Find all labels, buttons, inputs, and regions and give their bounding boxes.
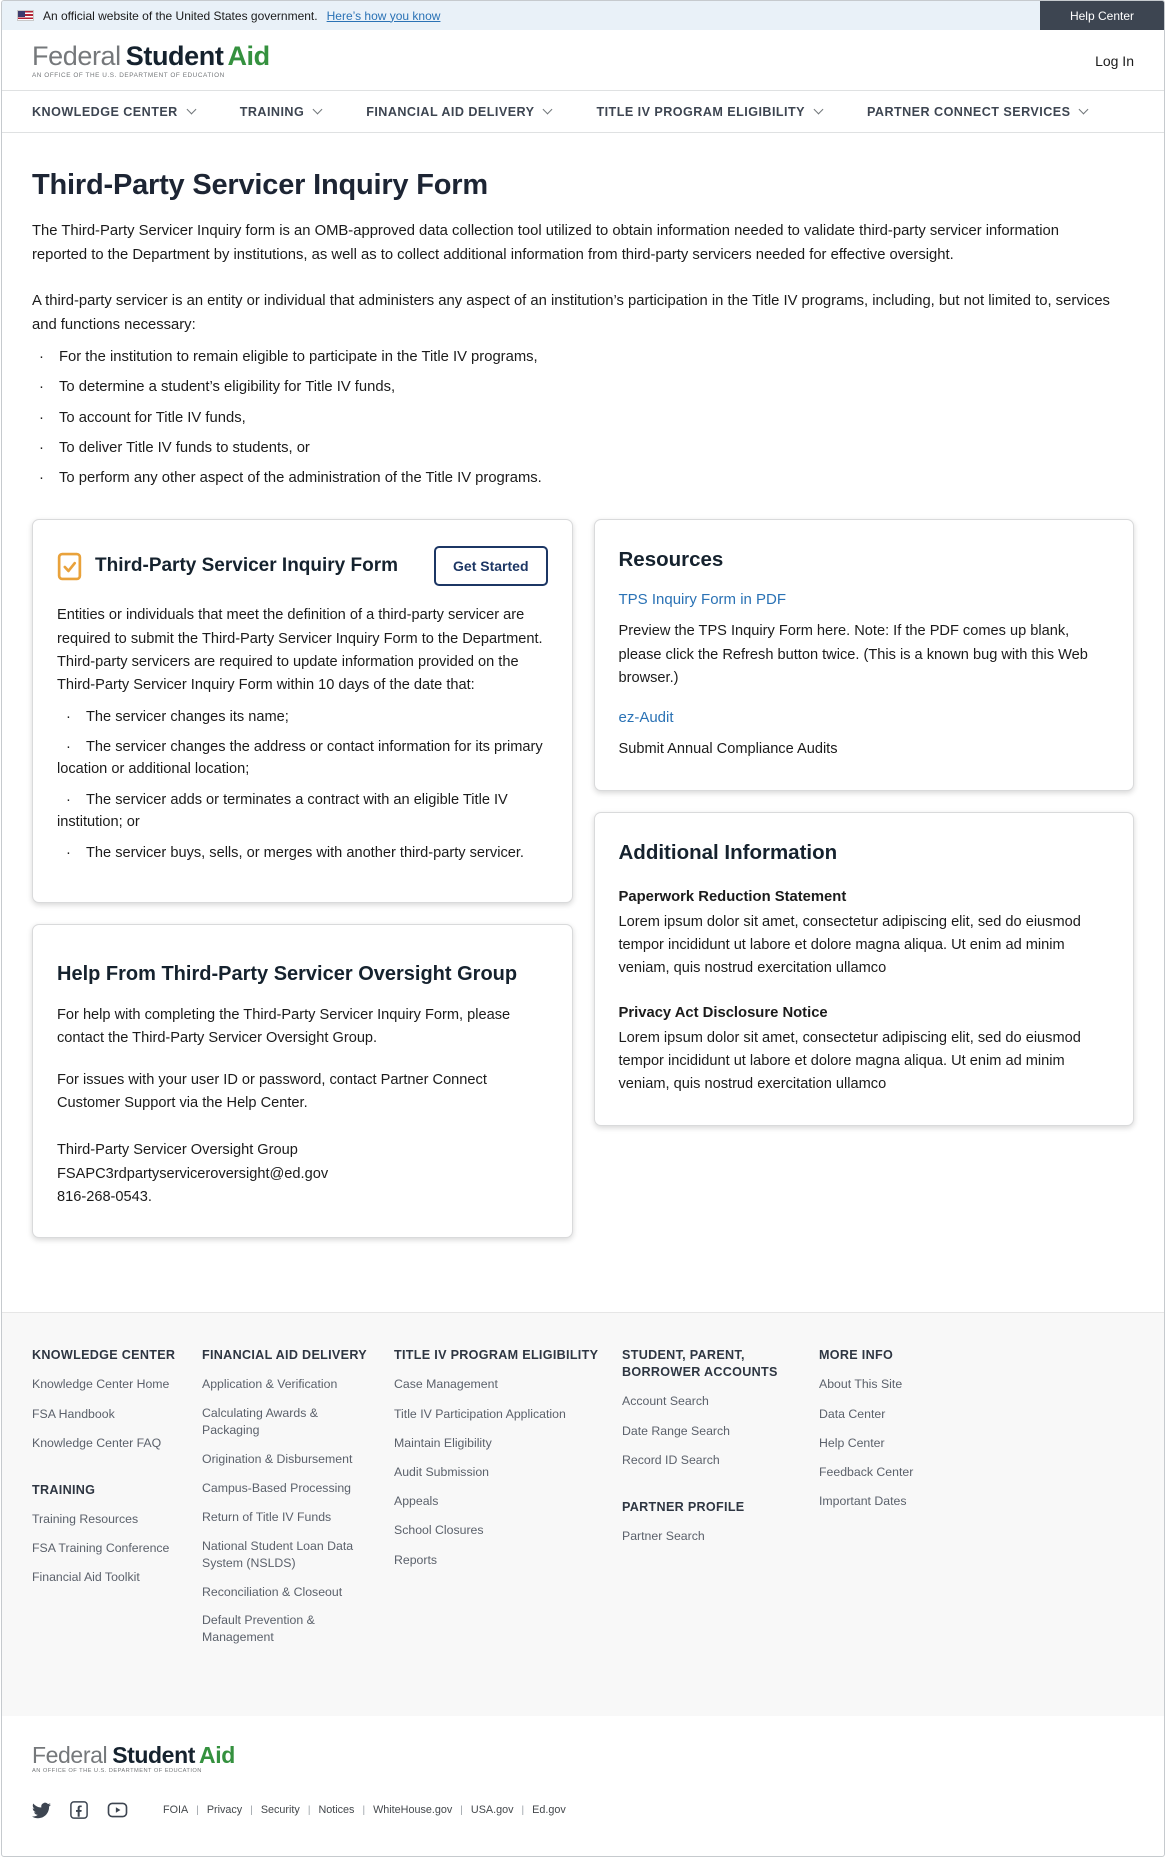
footer-list-item [202,1508,374,1526]
bullet-dot: · [66,739,71,756]
footer-list-item [32,1510,182,1528]
gov-banner [2,1,1164,30]
left-column [32,519,573,1238]
chevron-down-icon [186,105,196,115]
footer-heading: STUDENT, PARENT, BORROWER ACCOUNTS [622,1348,778,1380]
intro-paragraph-2: A third-party servicer is an entity or individual that administers any aspect of an institution’s participation in the Title IV programs, including, but not limited to, services and functions necessary: [32,293,1110,334]
footer-list-item [622,1392,799,1410]
bullet-dot: · [39,409,44,426]
privacy-act-body: Lorem ipsum dolor sit amet, consectetur adipiscing elit, sed do eiusmod tempor incididunt ut labore et dolore magna aliqua. Ut enim ad minim veniam, quis nostrud exercitation ullamco [618,1029,1081,1093]
footer-link[interactable]: FSA Handbook [32,1406,115,1421]
bullet-dot: · [39,470,44,487]
footer-link[interactable]: Data Center [819,1406,886,1421]
bottom-bar [2,1716,1164,1856]
footer-list-item [202,1538,374,1572]
footer-column-financial-aid-delivery [202,1347,394,1657]
footer-link[interactable]: Appeals [394,1494,439,1509]
footer-list-item [394,1551,602,1569]
page [1,0,1165,1857]
logo-tagline: AN OFFICE OF THE U.S. DEPARTMENT OF EDUCATION [32,72,225,79]
nav-item-label: KNOWLEDGE CENTER [32,104,178,119]
bullet-item [32,407,1134,429]
youtube-icon[interactable] [107,1801,128,1819]
footer-link-list [394,1375,602,1568]
bullet-text: For the institution to remain eligible to participate in the Title IV programs, [59,349,538,366]
footer-link-list [202,1375,374,1646]
ez-audit-description: Submit Annual Compliance Audits [618,741,838,758]
additional-info-title: Additional Information [618,840,838,864]
footer-heading: PARTNER PROFILE [622,1499,745,1514]
footer-list-item [394,1521,602,1539]
inquiry-card-bullet-list [57,707,548,865]
privacy-act-heading: Privacy Act Disclosure Notice [618,1004,828,1021]
footer-list-item [32,1375,182,1393]
fsa-logo[interactable] [32,43,270,79]
nav-item-label: TRAINING [239,104,305,119]
footer-link-list [622,1392,799,1469]
footer-column-title-iv [394,1347,622,1657]
footer-list-item [819,1463,959,1481]
legal-link[interactable]: | Ed.gov [532,1804,566,1817]
legal-list-item [242,1804,300,1816]
footer-list-item [819,1434,959,1452]
footer-heading: MORE INFO [819,1348,894,1363]
legal-link[interactable]: | Notices [318,1804,355,1817]
nav-item[interactable] [32,105,195,119]
footer-list-item [622,1527,799,1545]
definition-bullet-list [32,346,1134,489]
footer-link[interactable]: Financial Aid Toolkit [32,1570,140,1585]
legal-list-item [188,1804,242,1816]
nav-item-label: PARTNER CONNECT SERVICES [866,104,1071,119]
logo-student: Student [112,1741,195,1768]
legal-link-list [163,1804,566,1816]
logo-aid: Aid [199,1741,235,1768]
footer-list-item [202,1479,374,1497]
footer-link-list [32,1375,182,1452]
help-center-topbar-link[interactable]: Help Center [1040,1,1164,30]
footer-heading: FINANCIAL AID DELIVERY [202,1348,367,1363]
footer-link[interactable]: Campus-Based Processing [202,1481,351,1496]
footer-column-knowledge-center [32,1347,202,1657]
logo-federal: Federal [32,41,121,71]
inquiry-card-body: Entities or individuals that meet the definition of a third-party servicer are required to submit the Third-Party Servicer Inquiry Form to the Department. Third-party servicers are required to update information provided on the Third-Party Servicer Inquiry Form within 10 days of the date that: [57,607,543,694]
footer-link[interactable]: Important Dates [819,1494,907,1509]
help-card [32,924,573,1238]
footer-link[interactable]: Default Prevention & Management [202,1613,315,1645]
footer-link[interactable]: Date Range Search [622,1423,731,1438]
footer-list-item [32,1539,182,1557]
fsa-logo-footer[interactable] [32,1741,235,1775]
footer-link[interactable]: Title IV Participation Application [394,1406,566,1421]
document-check-icon [57,552,82,581]
footer-heading: KNOWLEDGE CENTER [32,1348,176,1363]
footer-link[interactable]: Application & Verification [202,1377,338,1392]
footer-link[interactable]: Training Resources [32,1511,139,1526]
twitter-icon[interactable] [32,1801,51,1820]
footer-list-item [394,1375,602,1393]
bullet-text: To perform any other aspect of the administration of the Title IV programs. [59,470,542,487]
main-nav [2,90,1164,133]
footer-link[interactable]: Knowledge Center Home [32,1377,170,1392]
site-footer [2,1312,1164,1715]
content-columns [32,519,1134,1238]
footer-link[interactable]: Record ID Search [622,1452,720,1467]
bullet-item [57,707,548,729]
footer-heading: TITLE IV PROGRAM ELIGIBILITY [394,1348,599,1363]
footer-link[interactable]: Audit Submission [394,1464,490,1479]
site-header [2,30,1164,90]
help-card-title: Help From Third-Party Servicer Oversight Group [57,962,518,985]
nav-item[interactable] [867,105,1087,119]
footer-list-item [32,1405,182,1423]
bullet-text: The servicer adds or terminates a contract with an eligible Title IV institution; or [57,792,508,831]
footer-list-item [32,1434,182,1452]
bullet-text: To determine a student’s eligibility for Title IV funds, [59,379,396,396]
footer-link[interactable]: Account Search [622,1394,709,1409]
footer-list-item [202,1405,374,1439]
facebook-icon[interactable] [70,1801,88,1819]
footer-link[interactable]: Feedback Center [819,1464,914,1479]
footer-list-item [202,1375,374,1393]
bullet-item [32,437,1134,459]
footer-link[interactable]: Knowledge Center FAQ [32,1435,162,1450]
footer-heading: TRAINING [32,1482,96,1497]
how-you-know-link[interactable]: Here’s how you know [326,8,441,23]
footer-link[interactable]: Case Management [394,1377,498,1392]
footer-link[interactable]: National Student Loan Data System (NSLDS) [202,1538,354,1570]
bullet-dot: · [66,792,71,809]
bullet-dot: · [66,845,71,862]
legal-link[interactable]: | WhiteHouse.gov [373,1804,453,1817]
footer-list-item [819,1492,959,1510]
resources-card [594,519,1135,790]
chevron-down-icon [814,105,824,115]
bullet-item [32,346,1134,368]
bullet-text: To deliver Title IV funds to students, or [59,439,310,456]
get-started-button[interactable]: Get Started [434,546,547,586]
paperwork-reduction-heading: Paperwork Reduction Statement [618,888,847,905]
footer-list-item [622,1451,799,1469]
footer-list-item [819,1375,959,1393]
intro-paragraph-1: The Third-Party Servicer Inquiry form is an OMB-approved data collection tool utilized to obtain information needed to validate third-party servicer information reported to the Department by institutions, as well as to collect additional information from third-party servicers needed for effective oversight. [32,223,1059,264]
bullet-item [57,737,548,781]
tps-pdf-description: Preview the TPS Inquiry Form here. Note: If the PDF comes up blank, please click the Refresh button twice. (This is a known bug with this Web browser.) [618,623,1088,686]
bullet-dot: · [39,379,44,396]
footer-list-item [394,1492,602,1510]
footer-list-item [202,1583,374,1601]
bullet-item [32,376,1134,398]
footer-link[interactable]: Calculating Awards & Packaging [202,1405,318,1437]
ez-audit-link[interactable]: ez-Audit [618,709,674,727]
footer-link-list [622,1527,799,1545]
bullet-dot: · [39,439,44,456]
logo-federal: Federal [32,1741,108,1768]
bottom-row [32,1801,1134,1820]
resources-card-title: Resources [618,548,724,572]
bullet-item [32,467,1134,489]
chevron-down-icon [543,105,553,115]
contact-block [57,1139,548,1209]
legal-link[interactable]: | Privacy [206,1804,243,1817]
inquiry-card-header [57,546,548,586]
bullet-item [57,790,548,834]
footer-link[interactable]: Origination & Disbursement [202,1451,353,1466]
official-site-text: An official website of the United States government. [43,8,318,23]
chevron-down-icon [1079,105,1089,115]
footer-column-accounts [622,1347,819,1657]
footer-link[interactable]: Return of Title IV Funds [202,1510,332,1525]
bullet-text: To account for Title IV funds, [59,409,246,426]
legal-list-item [163,1804,188,1816]
footer-link[interactable]: Help Center [819,1435,885,1450]
bullet-dot: · [66,708,71,725]
page-title: Third-Party Servicer Inquiry Form [32,169,488,202]
nav-item[interactable] [240,105,321,119]
footer-link[interactable]: Partner Search [622,1528,705,1543]
footer-link[interactable]: Reports [394,1552,438,1567]
nav-item[interactable] [596,105,822,119]
contact-email: FSAPC3rdpartyserviceroversight@ed.gov [57,1165,329,1182]
footer-list-item [819,1405,959,1423]
footer-link[interactable]: Maintain Eligibility [394,1435,492,1450]
nav-item-label: TITLE IV PROGRAM ELIGIBILITY [596,104,805,119]
us-flag-icon [17,10,34,21]
bullet-text: The servicer buys, sells, or merges with another third-party servicer. [86,845,524,862]
paperwork-reduction-body: Lorem ipsum dolor sit amet, consectetur adipiscing elit, sed do eiusmod tempor incididunt ut labore et dolore magna aliqua. Ut enim ad minim veniam, quis nostrud exercitation ullamco [618,913,1081,977]
help-card-paragraph-1: For help with completing the Third-Party Servicer Inquiry Form, please contact the Third-Party Servicer Oversight Group. [57,1006,511,1047]
footer-list-item [622,1422,799,1440]
nav-item-label: FINANCIAL AID DELIVERY [366,104,535,119]
bullet-item [57,843,548,865]
chevron-down-icon [313,105,323,115]
tps-pdf-link[interactable]: TPS Inquiry Form in PDF [618,591,787,609]
contact-name: Third-Party Servicer Oversight Group [57,1142,298,1159]
footer-link[interactable]: FSA Training Conference [32,1541,170,1556]
footer-link-list [32,1510,182,1587]
legal-link[interactable]: | Security [260,1804,300,1817]
legal-link[interactable]: | USA.gov [470,1804,514,1817]
fsa-logo-wordmark [32,1742,235,1768]
footer-link[interactable]: Reconciliation & Closeout [202,1584,343,1599]
help-card-paragraph-2: For issues with your user ID or password, contact Partner Connect Customer Support via the Help Center. [57,1071,487,1111]
footer-list-item [202,1612,374,1646]
legal-list-item [514,1804,566,1816]
bullet-dot: · [39,349,44,366]
inquiry-card-title: Third-Party Servicer Inquiry Form [95,555,399,577]
footer-link[interactable]: About This Site [819,1377,903,1392]
inquiry-form-card [32,519,573,903]
footer-list-item [394,1463,602,1481]
legal-list-item [300,1804,355,1816]
legal-link[interactable]: FOIA [163,1804,189,1817]
legal-list-item [354,1804,452,1816]
bullet-text: The servicer changes the address or contact information for its primary location or additional location; [57,739,543,778]
logo-aid: Aid [227,41,270,71]
right-column [594,519,1135,1125]
footer-column-more-info [819,1347,979,1657]
contact-phone: 816-268-0543. [57,1189,152,1205]
fsa-logo-wordmark [32,41,270,71]
footer-link-list [819,1375,959,1510]
footer-list-item [394,1434,602,1452]
bullet-text: The servicer changes its name; [86,708,289,725]
main-content [2,133,1164,1312]
nav-item[interactable] [366,105,551,119]
additional-info-card [594,812,1135,1126]
logo-student: Student [125,41,224,71]
footer-list-item [394,1405,602,1423]
legal-list-item [452,1804,513,1816]
logo-tagline: AN OFFICE OF THE U.S. DEPARTMENT OF EDUCATION [32,1767,202,1774]
gov-banner-left [2,1,440,30]
nav-list [32,91,1134,132]
footer-link[interactable]: School Closures [394,1523,484,1538]
footer-list-item [202,1450,374,1468]
log-in-link[interactable]: Log In [1095,53,1134,70]
footer-list-item [32,1568,182,1586]
